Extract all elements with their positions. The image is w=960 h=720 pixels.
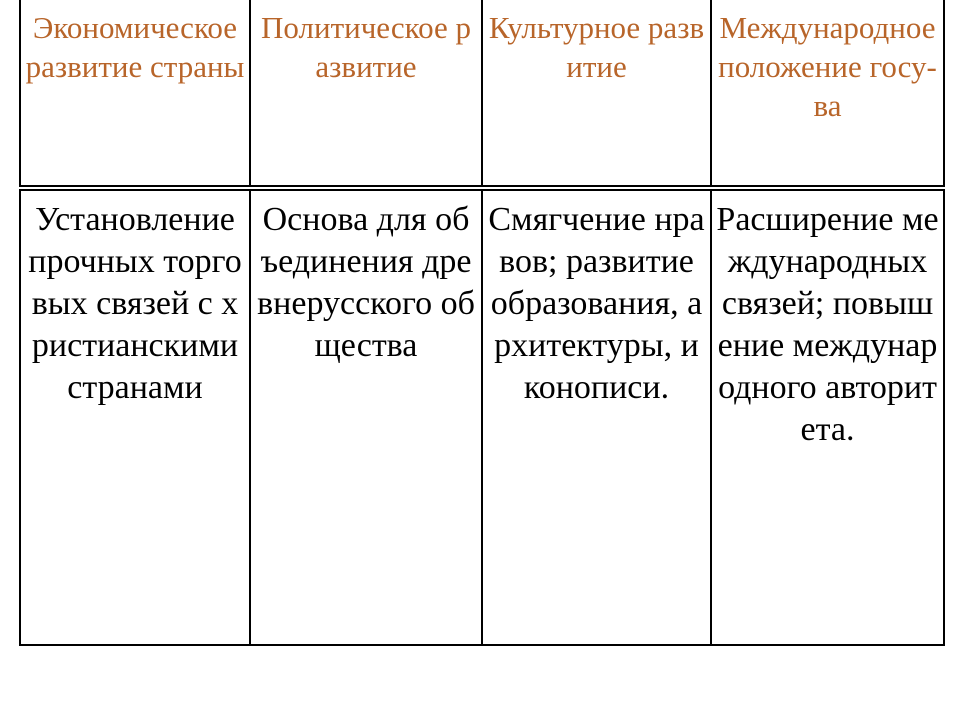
header-row xyxy=(20,0,944,186)
header-cell-political xyxy=(250,0,482,186)
body-row xyxy=(20,190,944,645)
body-row-table xyxy=(19,189,945,646)
header-cell-economic xyxy=(20,0,250,186)
body-international-text: Расширение международных связей; повышение международного авторитета. xyxy=(716,201,939,448)
body-cell-international xyxy=(711,190,944,645)
header-international-label: Международное положение госу-ва xyxy=(718,10,937,123)
body-economic-text: Установление прочных торговых связей с христианскими странами xyxy=(28,201,242,406)
body-cell-political xyxy=(250,190,482,645)
body-cell-cultural xyxy=(482,190,711,645)
header-cell-international xyxy=(711,0,944,186)
body-political-text: Основа для объединения древнерусского общества xyxy=(257,201,475,364)
header-row-table xyxy=(19,0,945,187)
header-political-label: Политическое развитие xyxy=(261,10,471,84)
header-economic-label: Экономическое развитие страны xyxy=(25,10,245,84)
body-cultural-text: Смягчение нравов; развитие образования, архитектуры, иконописи. xyxy=(488,201,705,406)
header-cell-cultural xyxy=(482,0,711,186)
body-cell-economic xyxy=(20,190,250,645)
header-cultural-label: Культурное развитие xyxy=(488,10,705,84)
